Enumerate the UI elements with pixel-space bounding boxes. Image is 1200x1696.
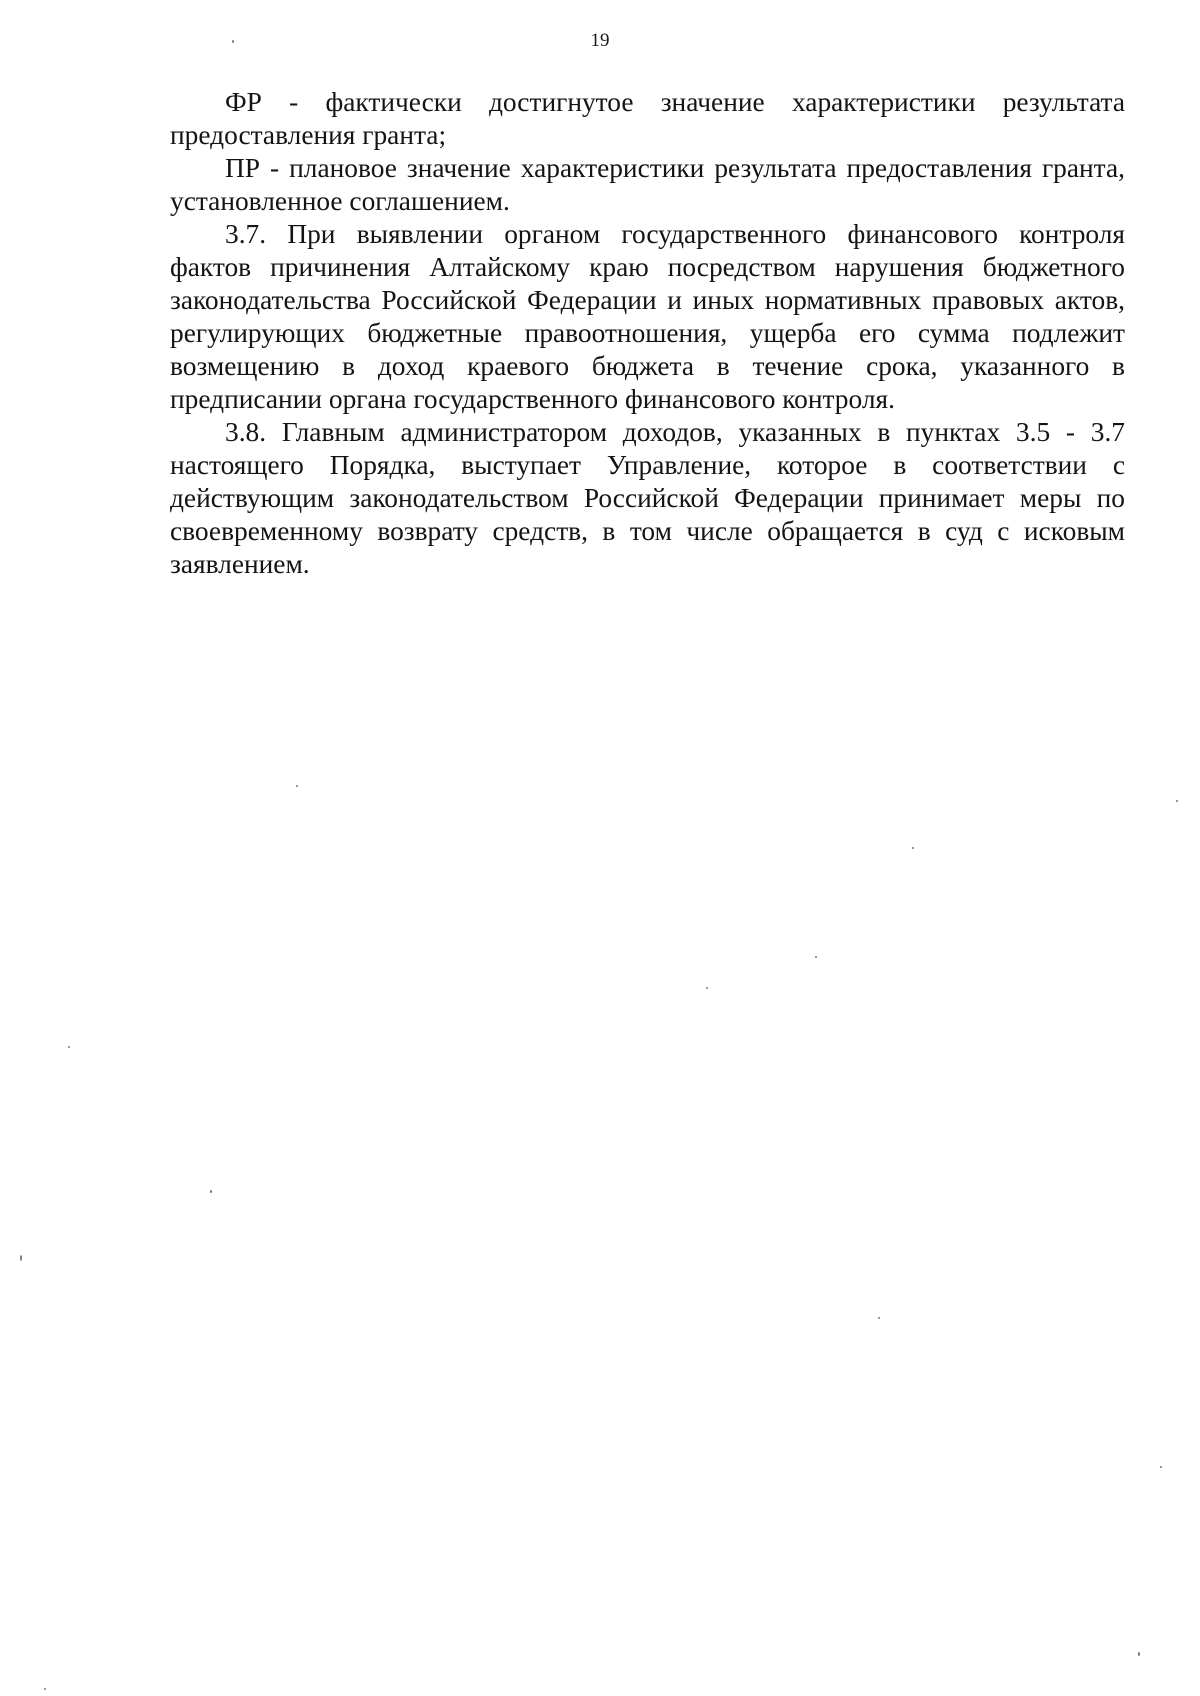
scan-speck <box>232 40 234 43</box>
scan-speck <box>296 785 298 787</box>
scan-speck <box>878 1317 880 1319</box>
scan-speck <box>912 847 914 849</box>
paragraph-fr-definition: ФР - фактически достигнутое значение характеристики результата предоставления гранта; <box>170 87 1125 150</box>
scan-speck <box>44 1688 46 1690</box>
paragraph-3-7: 3.7. При выявлении органом государственного финансового контроля фактов причинения Алтайскому краю посредством нарушения бюджетного законодательства Российской Федерации и иных нормативных правовых актов, регулирующих бюджетные правоотношения, ущерба его сумма подлежит возмещению в доход краевого бюджета в течение срока, указанного в предписании органа государственного финансового контроля. <box>170 219 1125 414</box>
scan-speck <box>68 1046 70 1048</box>
page-number: 19 <box>590 30 610 51</box>
document-body <box>170 86 1125 581</box>
scan-speck <box>1160 1466 1162 1468</box>
scan-speck <box>706 987 708 989</box>
scan-speck <box>815 956 817 958</box>
scan-speck <box>1138 1652 1140 1656</box>
paragraph-pr-definition: ПР - плановое значение характеристики результата предоставления гранта, установленное соглашением. <box>170 153 1125 216</box>
scan-speck <box>1176 800 1178 802</box>
scan-speck <box>210 1190 212 1193</box>
scan-speck <box>20 1255 22 1261</box>
paragraph-3-8: 3.8. Главным администратором доходов, указанных в пунктах 3.5 - 3.7 настоящего Порядка, выступает Управление, которое в соответствии с действующим законодательством Российской Федерации принимает меры по своевременному возврату средств, в том числе обращается в суд с исковым заявлением. <box>170 417 1125 579</box>
